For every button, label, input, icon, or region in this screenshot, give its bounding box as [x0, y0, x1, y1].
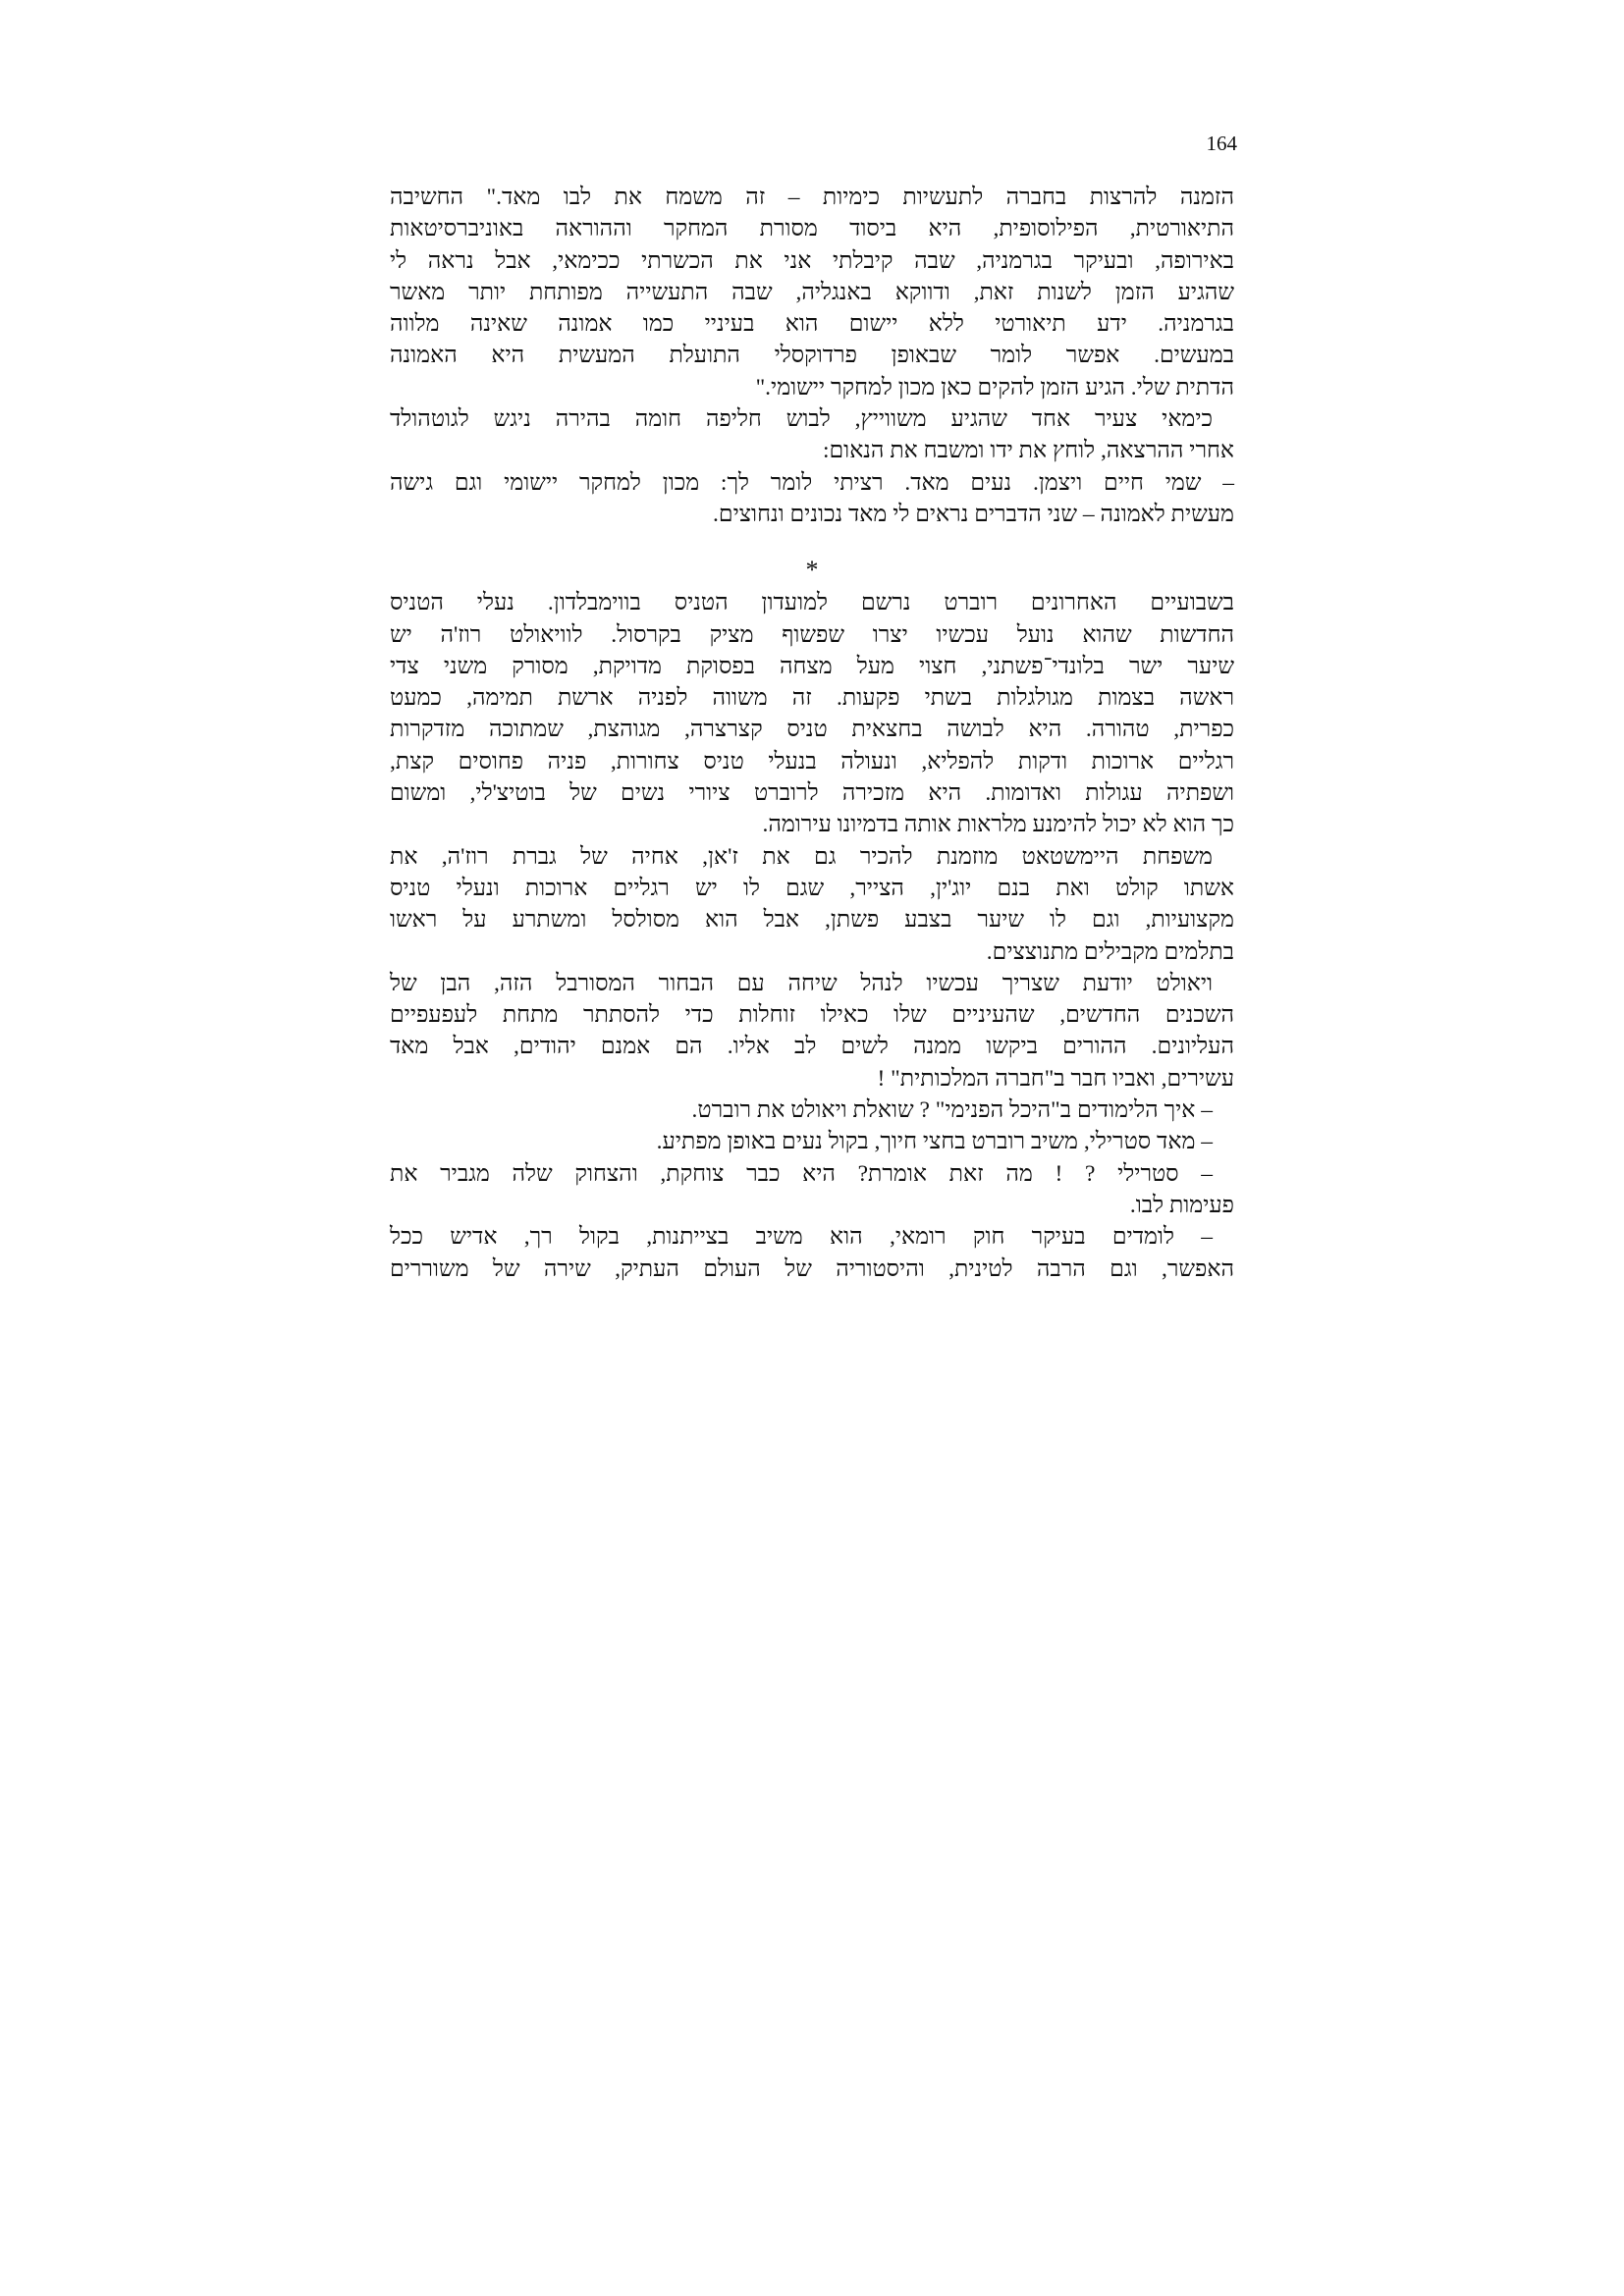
- text-line: ושפתיה עגולות ואדומות. היא מזכירה לרוברט ציורי נשים של בוטיצ'לי, ומשום: [390, 780, 1234, 807]
- text-line: – מאד סטרילי, משיב רוברט בחצי חיוך, בקול נעים באופן מפתיע.: [656, 1129, 1213, 1155]
- text-line: פעימות לבו.: [1129, 1192, 1234, 1218]
- text-line: שהגיע הזמן לשנות זאת, ודווקא באנגליה, שבה התעשייה מפותחת יותר מאשר: [390, 279, 1234, 305]
- text-line: במעשים. אפשר לומר שבאופן פרדוקסלי התועלת המעשית היא האמונה: [390, 343, 1234, 369]
- text-line: משפחת היימשטאט מוזמנת להכיר גם את ז'אן, אחיה של גברת רוז'ה, את: [390, 843, 1213, 870]
- dialogue-paragraph: [390, 1221, 1234, 1285]
- text-line: אחרי ההרצאה, לוחץ את ידו ומשבח את הנאום:: [822, 438, 1234, 464]
- text-line: – לומדים בעיקר חוק רומאי, הוא משיב בצייתנות, בקול רך, אדיש ככל: [390, 1224, 1213, 1251]
- text-line: ויאולט יודעת שצריך עכשיו לנהל שיחה עם הבחור המסורבל הזה, הבן של: [390, 970, 1213, 996]
- text-line: – איך הלימודים ב"היכל הפנימי" ? שואלת ויאולט את רוברט.: [691, 1097, 1213, 1124]
- text-line: – שמי חיים ויצמן. נעים מאד. רציתי לומר לך: מכון למחקר יישומי וגם גישה: [390, 469, 1234, 496]
- dialogue-paragraph: [390, 1095, 1234, 1126]
- text-line: בתלמים מקבילים מתנוצצים.: [986, 938, 1234, 965]
- text-line: מעשית לאמונה – שני הדברים נראים לי מאד נכונים ונחוצים.: [713, 501, 1234, 527]
- text-line: באירופה, ובעיקר בגרמניה, שבה קיבלתי אני את הכשרתי ככימאי, אבל נראה לי: [390, 247, 1234, 274]
- text-line: מקצועיות, וגם לו שיער בצבע פשתן, אבל הוא מסולסל ומשתרע על ראשו: [390, 907, 1234, 934]
- text-line: כימאי צעיר אחד שהגיע משווייץ, לבוש חליפה חומה בהירה ניגש לגוטהולד: [390, 406, 1213, 433]
- dialogue-paragraph: [390, 1126, 1234, 1157]
- text-line: ראשה בצמות מגולגלות בשתי פקעות. זה משווה לפניה ארשת תמימה, כמעט: [390, 685, 1234, 712]
- text-line: עשירים, ואביו חבר ב"חברה המלכותית" !: [877, 1065, 1234, 1092]
- text-line: – סטרילי ? ! מה זאת אומרת? היא כבר צוחקת, והצחוק שלה מגביר את: [390, 1160, 1213, 1187]
- text-line: אשתו קולט ואת בנם יוג'ין, הצייר, שגם לו יש רגליים ארוכות ונעלי טניס: [390, 875, 1234, 901]
- paragraph: [390, 841, 1234, 968]
- text-line: העליונים. ההורים ביקשו ממנה לשים לב אליו. הם אמנם יהודים, אבל מאד: [390, 1034, 1234, 1060]
- paragraph: [390, 587, 1234, 840]
- text-line: השכנים החדשים, שהעיניים שלו כאילו זוחלות כדי להסתתר מתחת לעפעפיים: [390, 1002, 1234, 1029]
- body-text: [390, 182, 1234, 1285]
- text-line: בשבועיים האחרונים רוברט נרשם למועדון הטניס בווימבלדון. נעלי הטניס: [390, 590, 1234, 616]
- paragraph: [390, 968, 1234, 1095]
- text-line: האפשר, וגם הרבה לטינית, והיסטוריה של העולם העתיק, שירה של משוררים: [390, 1255, 1234, 1282]
- paragraph: [390, 467, 1234, 531]
- text-line: שיער ישר בלונדי־פשתני, חצוי מעל מצחה בפסוקת מדויקת, מסורק משני צדי: [390, 653, 1234, 679]
- text-line: הדתית שלי. הגיע הזמן להקים כאן מכון למחקר יישומי.": [755, 374, 1234, 400]
- paragraph: [390, 182, 1234, 403]
- dialogue-paragraph: [390, 1158, 1234, 1222]
- text-line: הזמנה להרצות בחברה לתעשיות כימיות – זה משמח את לבו מאד." החשיבה: [390, 185, 1234, 210]
- text-line: החדשות שהוא נועל עכשיו יצרו שפשוף מציק בקרסול. לוויאולט רוז'ה יש: [390, 621, 1234, 648]
- paragraph: [390, 403, 1234, 467]
- text-line: בגרמניה. ידע תיאורטי ללא יישום הוא בעיניי כמו אמונה שאינה מלווה: [390, 311, 1234, 338]
- text-line: כפרית, טהורה. היא לבושה בחצאית טניס קצרצרה, מגוהצת, שמתוכה מזדקרות: [390, 717, 1234, 743]
- section-separator: *: [805, 556, 819, 585]
- text-line: כך הוא לא יכול להימנע מלראות אותה בדמיונו עירומה.: [762, 812, 1234, 838]
- page-number: 164: [1206, 132, 1237, 155]
- text-line: התיאורטית, הפילוסופית, היא ביסוד מסורת המחקר וההוראה באוניברסיטאות: [390, 216, 1234, 242]
- text-line: רגליים ארוכות ודקות להפליא, ונעולה בנעלי טניס צחורות, פניה פחוסים קצת,: [390, 748, 1234, 774]
